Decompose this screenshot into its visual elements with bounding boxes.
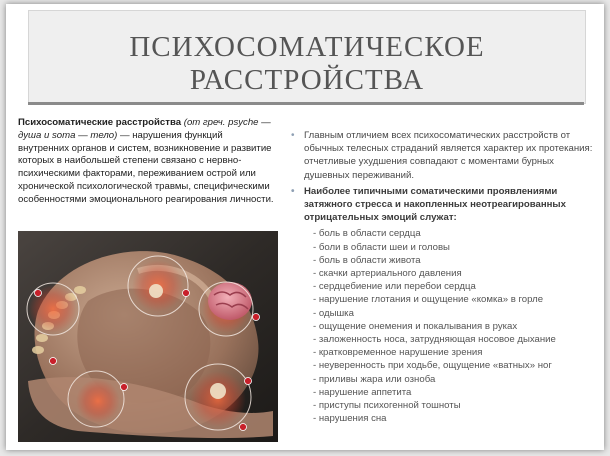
definition-paragraph [18, 117, 276, 207]
list-item: - нарушение глотания и ощущение «комка» в горле [313, 294, 544, 306]
body-pain-illustration [18, 231, 278, 442]
etymology-psyche: psyche [228, 117, 259, 128]
title-line-1: ПСИХОСОМАТИЧЕСКОЕ [129, 31, 485, 63]
bullet-text: Главным отличием всех психосоматических расстройств от обычных телесных страданий является характер их протекания: отчетливые ухудшения совпадают с моментами бурных душевных переживаний. [304, 130, 593, 181]
etymology-open: (от греч. [181, 117, 226, 128]
definition-term: Психосоматические расстройства [18, 117, 182, 128]
list-item: - скачки артериального давления [313, 268, 462, 280]
list-item: - неуверенность при ходьбе, ощущение «ватных» ног [313, 360, 552, 372]
page-title [29, 31, 585, 97]
list-item: - заложенность носа, затрудняющая носовое дыхание [313, 334, 556, 346]
list-item: - боль в области живота [313, 254, 421, 266]
list-item: - нарушение аппетита [313, 386, 412, 398]
bullet-typical-manifestations [291, 185, 596, 225]
bullet-main-difference [291, 129, 596, 182]
list-item: - приливы жара или озноба [313, 373, 436, 385]
definition-text: — нарушения функций внутренних органов и систем, возникновение и развитие которых в наибольшей степени связано с нервно-психическими факторами, переживанием острой или хронической психологической травмы, специфическими особенностями эмоционального реагирования личности. [18, 129, 274, 205]
right-column [291, 129, 596, 425]
title-line-2: РАССТРОЙСТВА [189, 64, 425, 96]
list-item: - одышка [313, 307, 354, 319]
list-item: - приступы психогенной тошноты [313, 400, 461, 412]
title-bar [28, 10, 586, 104]
etymology-soma: soma [51, 129, 76, 141]
etymology-soma-gloss: — тело) [75, 129, 118, 141]
bullet-text: Наиболее типичными соматическими проявлениями затяжного стресса и накопленных неотреагированных отрицательных эмоций служат: [304, 185, 566, 224]
list-item: - нарушения сна [313, 413, 387, 425]
bullet-icon: • [291, 185, 295, 197]
list-item: - сердцебиение или перебои сердца [313, 281, 476, 293]
list-item: - боли в области шеи и головы [313, 241, 450, 253]
etymology-psyche-gloss: — душа и [18, 117, 271, 141]
list-item: - боль в области сердца [313, 228, 421, 240]
symptom-list [291, 227, 596, 425]
slide [6, 4, 604, 450]
bullet-icon: • [291, 130, 295, 141]
title-divider [28, 102, 584, 105]
list-item: - ощущение онемения и покалывания в руках [313, 320, 518, 332]
list-item: - кратковременное нарушение зрения [313, 347, 483, 359]
